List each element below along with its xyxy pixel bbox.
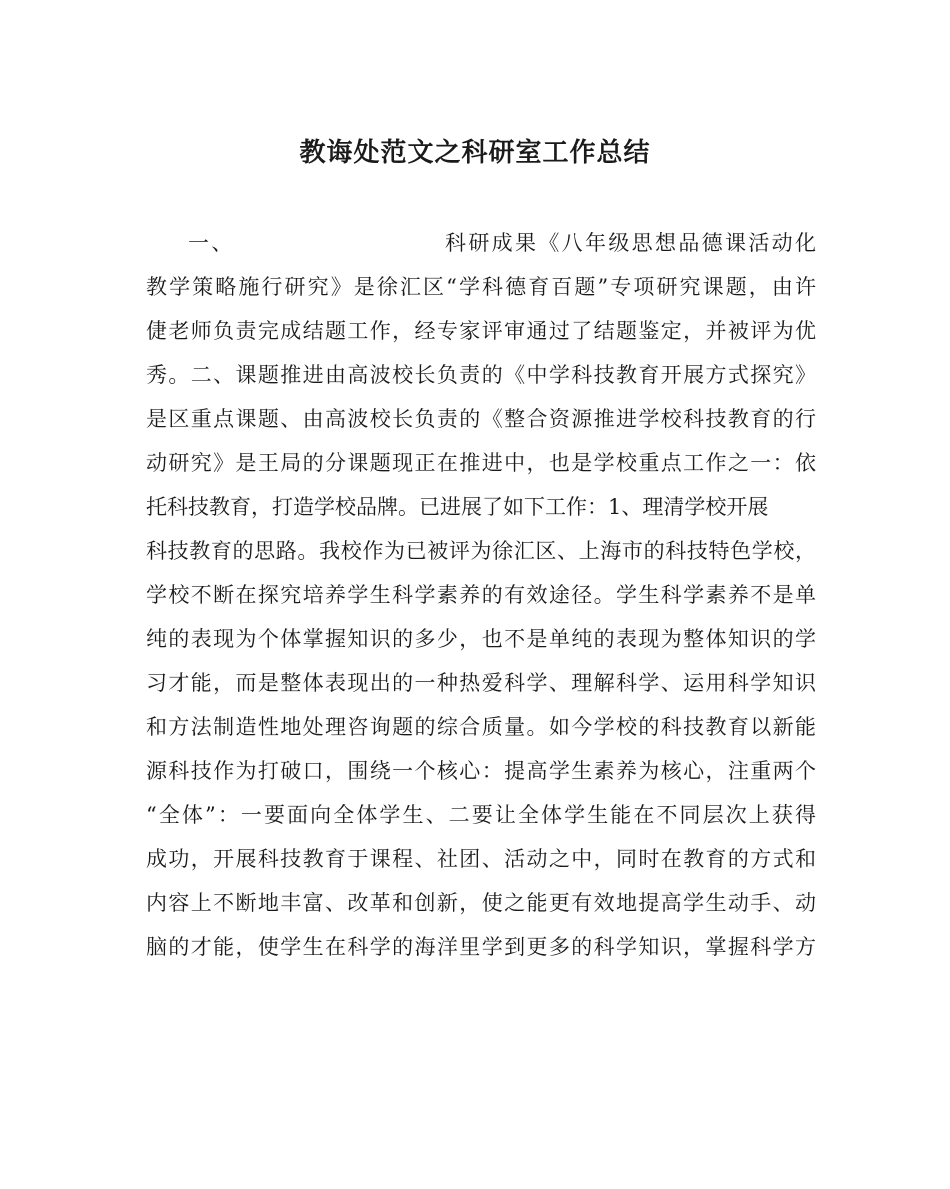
document-title: 教诲处范文之科研室工作总结 [299,138,651,168]
document-body [146,221,816,969]
text-line: 源科技作为打破口，围绕一个核心：提高学生素养为核心，注重两个 [146,759,816,783]
first-line-text: 科研成果《八年级思想品德课活动化 [442,231,817,255]
text-line: 是区重点课题、由高波校长负责的《整合资源推进学校科技教育的行 [146,407,816,431]
paragraph-first-line [146,221,816,265]
text-line: 托科技教育，打造学校品牌。已进展了如下工作：1、理清学校开展 [146,495,769,519]
text-line: 动研究》是王局的分课题现正在推进中，也是学校重点工作之一：依 [146,451,816,475]
text-line: 学校不断在探究培养学生科学素养的有效途径。学生科学素养不是单 [146,583,816,607]
text-line: 习才能，而是整体表现出的一种热爱科学、理解科学、运用科学知识 [146,671,816,695]
text-line: 倢老师负责完成结题工作，经专家评审通过了结题鉴定，并被评为优 [146,319,816,343]
text-line: 教学策略施行研究》是徐汇区“学科德育百题”专项研究课题，由许 [146,275,816,299]
text-line: 脑的才能，使学生在科学的海洋里学到更多的科学知识，掌握科学方 [146,935,816,959]
section-numeral: 一、 [188,231,235,255]
text-line: 成功，开展科技教育于课程、社团、活动之中，同时在教育的方式和 [146,847,816,871]
text-line: 秀。二、课题推进由高波校长负责的《中学科技教育开展方式探究》 [146,363,816,387]
text-line: 和方法制造性地处理咨询题的综合质量。如今学校的科技教育以新能 [146,715,816,739]
text-line: 内容上不断地丰富、改革和创新，使之能更有效地提高学生动手、动 [146,891,816,915]
text-line: 纯的表现为个体掌握知识的多少，也不是单纯的表现为整体知识的学 [146,627,816,651]
text-line: 科技教育的思路。我校作为已被评为徐汇区、上海市的科技特色学校， [146,539,816,563]
text-line: “全体”：一要面向全体学生、二要让全体学生能在不同层次上获得 [146,803,816,827]
